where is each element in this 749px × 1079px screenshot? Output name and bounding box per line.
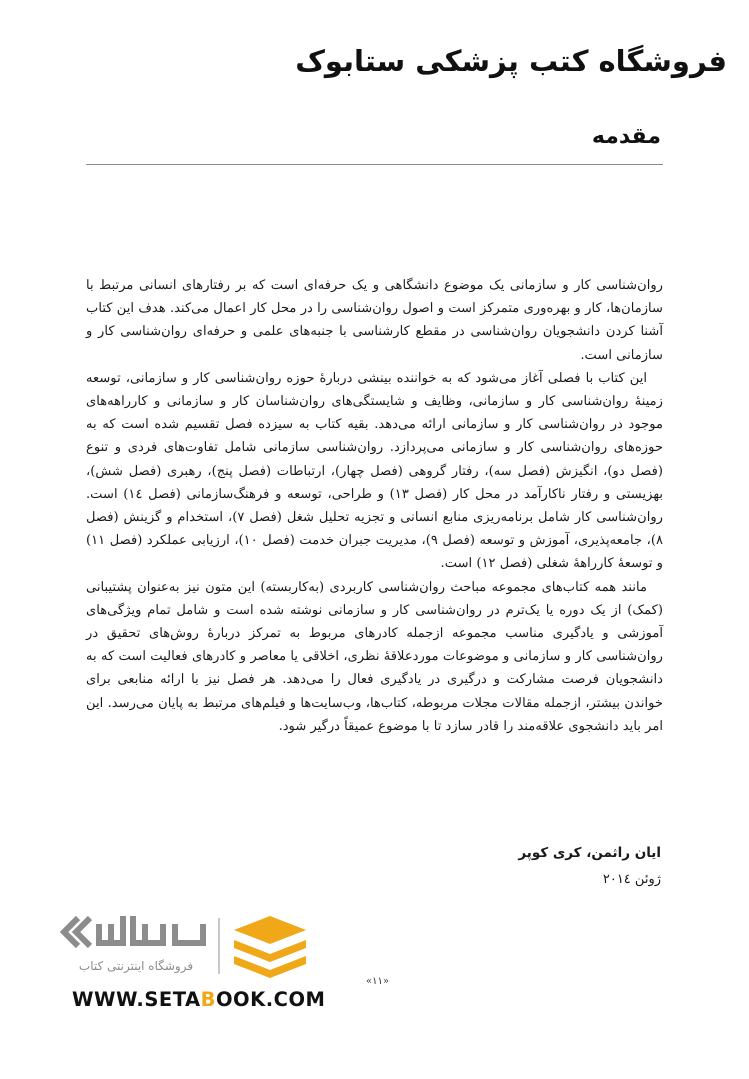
page-header-title: فروشگاه کتب پزشکی ستابوک: [295, 44, 727, 78]
chevron-left-icon: [64, 918, 90, 946]
section-divider: [86, 164, 663, 165]
setabook-logo: [58, 910, 328, 990]
logo-divider: [218, 918, 220, 974]
section-title: مقدمه: [591, 124, 661, 149]
author-signature: ایان راثمن، کری کوپر: [518, 845, 661, 861]
url-suffix: OOK.COM: [215, 988, 326, 1011]
brand-wordmark: [96, 916, 206, 946]
signature-date: ژوئن ۲۰۱٤: [602, 872, 661, 887]
url-highlight: B: [200, 988, 216, 1011]
paragraph-1: روان‌شناسی کار و سازمانی یک موضوع دانشگاهی و یک حرفه‌ای است که بر رفتارهای انسانی مرتبط با سازمان‌ها، کار و بهره‌وری متمرکز است و اصول روان‌شناسی را در محل کار اعمال می‌کند. هدف این کتاب آشنا کردن دانشجویان روان‌شناسی در مقطع کارشناسی با جنبه‌های علمی و حرفه‌ای روان‌شناسی کار و سازمانی است.: [86, 278, 663, 363]
setabook-logo-graphic: [58, 910, 328, 990]
logo-tagline: فروشگاه اینترنتی کتاب: [78, 959, 194, 973]
page-number: «۱۱»: [366, 976, 389, 987]
website-url[interactable]: [72, 988, 325, 1011]
url-prefix: WWW.SETA: [72, 988, 201, 1011]
paragraph-3: مانند همه کتاب‌های مجموعه مباحث روان‌شناسی کاربردی (به‌کاربسته) این متون نیز به‌عنوان پشتیبانی (کمک) از یک دوره یا یک‌ترم در روان‌شناسی کار و سازمانی نوشته شده است و شامل تمام ویژگی‌های آموزشی و یادگیری مناسب مجموعه ازجمله کادرهای مربوط به تمرکز دربارهٔ روش‌های تحقیق در روان‌شناسی کار و سازمانی و موضوعات موردعلاقهٔ نظری، اخلاقی یا معاصر و کادرهای فعالیت است که به دانشجویان فرصت مشارکت و درگیری در یادگیری فعال را می‌دهد. هر فصل نیز با ارائه منابعی برای خواندن بیشتر، ازجمله مقالات مجلات مربوطه، کتاب‌ها، وب‌سایت‌ها و فیلم‌های مرتبط به پایان می‌رسد. این امر باید دانشجوی علاقه‌مند را قادر سازد تا با موضوع عمیقاً درگیر شود.: [86, 579, 663, 734]
paragraph-2: این کتاب با فصلی آغاز می‌شود که به خواننده بینشی دربارهٔ حوزه روان‌شناسی کار و سازمانی، توسعه زمینهٔ روان‌شناسی کار و سازمانی، وظایف و شایستگی‌های روان‌شناسان کار و سازمانی و کارراهه‌های موجود در روان‌شناسی کار و سازمانی ارائه می‌دهد. بقیه کتاب به سیزده فصل تقسیم شده است که به حوزه‌های روان‌شناسی کار و سازمانی می‌پردازد. روان‌شناسی سازمانی شامل تفاوت‌های فردی و تنوع (فصل دو)، انگیزش (فصل سه)، رفتار گروهی (فصل چهار)، ارتباطات (فصل پنج)، رهبری (فصل شش)، بهزیستی و رفتار ناکارآمد در محل کار (فصل ۱۳) و طراحی، توسعه و فرهنگ‌سازمانی (فصل ۱٤) است. روان‌شناسی کار شامل برنامه‌ریزی منابع انسانی و تجزیه تحلیل شغل (فصل ۷)، استخدام و گزینش (فصل ۸)، جامعه‌پذیری، آموزش و توسعه (فصل ۹)، مدیریت جبران خدمت (فصل ۱۰)، ارزیابی عملکرد (فصل ۱۱) و توسعهٔ کارراههٔ شغلی (فصل ۱۲) است.: [86, 370, 663, 572]
body-text: [86, 274, 663, 738]
book-stack-icon: [234, 916, 306, 978]
